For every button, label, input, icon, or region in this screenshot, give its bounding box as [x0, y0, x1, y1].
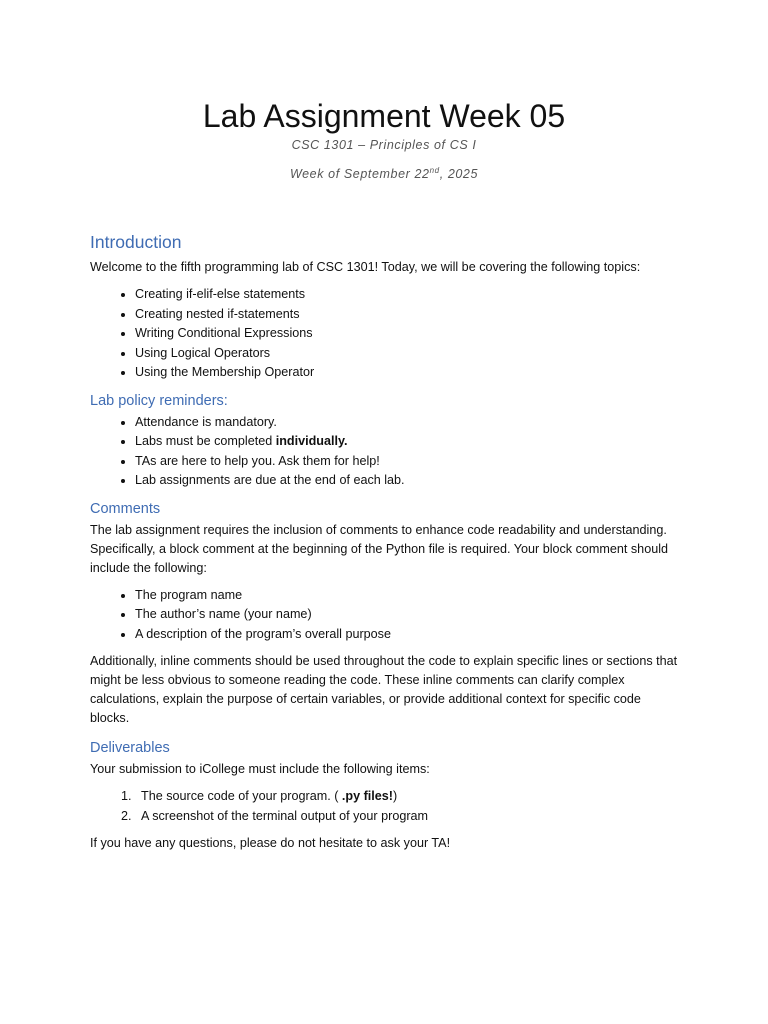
deliverables-heading: Deliverables [90, 740, 170, 756]
list-item [135, 787, 680, 807]
list-item: 2. A screenshot of the terminal output of your program [135, 807, 680, 827]
list-item: • Using the Membership Operator [135, 363, 680, 383]
inline-comments-text: Additionally, inline comments should be used throughout the code to explain specific lines or sections that might be less obvious to someone reading the code. These inline comments can clarify complex calculations, explain the purpose of certain variables, or provide additional context for specific code blocks. [90, 654, 678, 725]
comments-list [90, 586, 680, 645]
list-item: • Writing Conditional Expressions [135, 324, 680, 344]
policy-list [90, 413, 680, 491]
list-item: • Using Logical Operators [135, 344, 680, 364]
list-item: • Attendance is mandatory. [135, 413, 680, 433]
list-item: • Creating nested if-statements [135, 305, 680, 325]
course-subtitle: CSC 1301 – Principles of CS I [291, 138, 477, 152]
policy-item-bold: individually. [275, 434, 348, 448]
deliverable-bold: .py files! [341, 789, 393, 803]
list-item: • A description of the program’s overall purpose [135, 625, 680, 645]
introduction-text: Welcome to the fifth programming lab of CSC 1301! Today, we will be covering the following topics: [90, 260, 641, 274]
closing-text: If you have any questions, please do not hesitate to ask your TA! [90, 836, 451, 850]
list-item [135, 432, 680, 452]
list-item: • Lab assignments are due at the end of each lab. [135, 471, 680, 491]
list-item: • The author’s name (your name) [135, 605, 680, 625]
comments-heading: Comments [90, 500, 161, 517]
policy-item-text: Labs must be completed [135, 434, 276, 448]
document-body [90, 230, 680, 853]
policy-heading: Lab policy reminders: [90, 392, 228, 409]
list-item: • Creating if-elif-else statements [135, 285, 680, 305]
list-item: • TAs are here to help you. Ask them for help! [135, 452, 680, 472]
deliverables-text: Your submission to iCollege must include the following items: [90, 762, 430, 776]
introduction-heading: Introduction [90, 232, 182, 252]
deliverables-section [90, 738, 680, 853]
document-title: Lab Assignment Week 05 [202, 98, 566, 134]
spacer [90, 728, 680, 738]
week-date-suffix: nd [429, 166, 440, 175]
week-date: Week of September 22 [289, 167, 430, 182]
list-item: • The program name [135, 586, 680, 606]
topics-list [90, 285, 680, 383]
comments-text: The lab assignment requires the inclusion of comments to enhance code readability and understanding. Specifically, a block comment at the beginning of the Python file is required. Your block comment should include the following: [90, 522, 669, 575]
week-subtitle [0, 166, 768, 181]
introduction-section [90, 230, 680, 383]
policy-section [90, 391, 680, 491]
deliverable-text: The source code of your program. ( [141, 789, 342, 803]
deliverable-suffix: ) [393, 789, 398, 803]
week-year: , 2025 [439, 167, 479, 182]
comments-section [90, 499, 680, 729]
deliverables-list [90, 787, 680, 826]
